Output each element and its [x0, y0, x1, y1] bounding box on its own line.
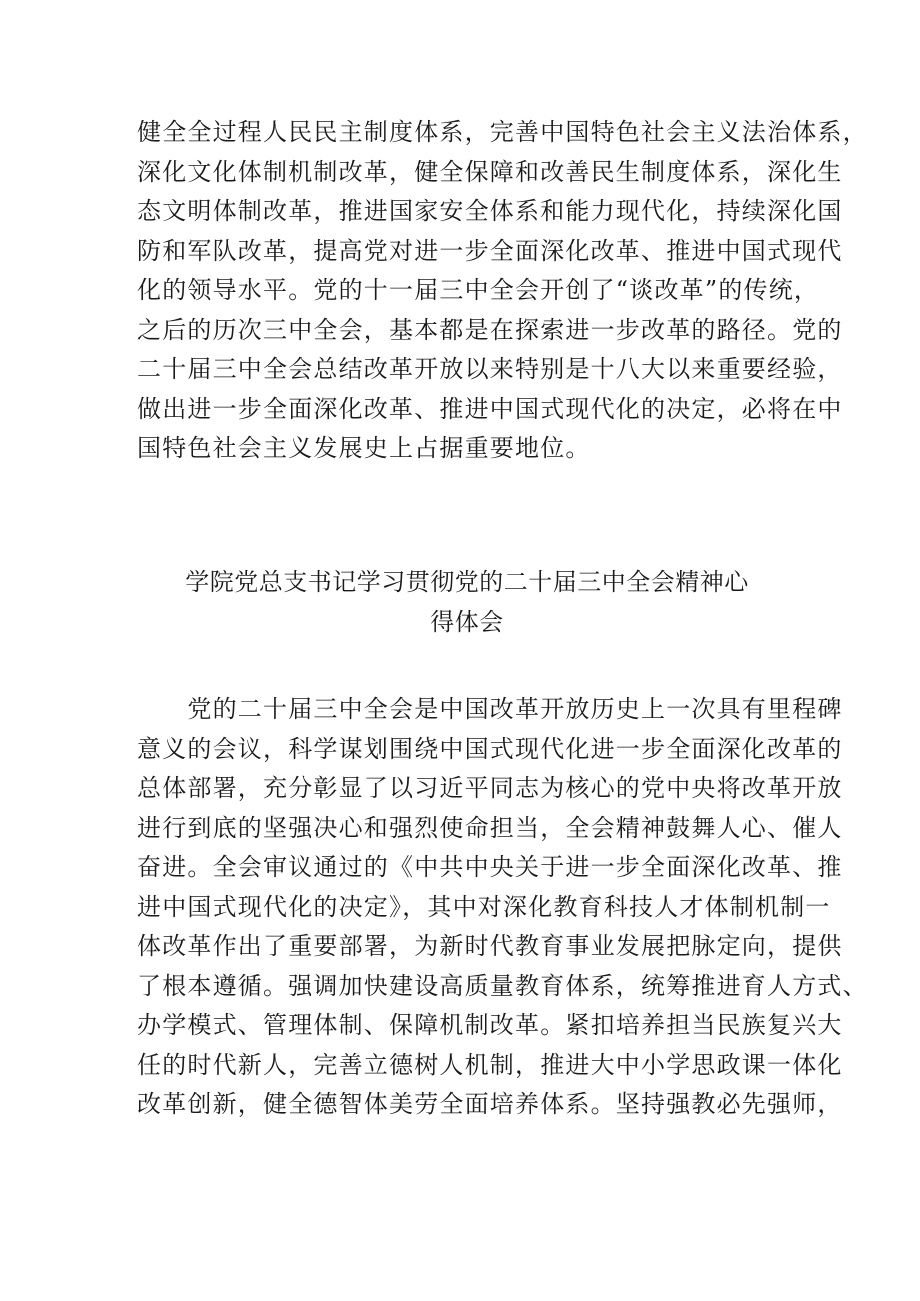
paragraph-line: 改革创新，健全德智体美劳全面培养体系。坚持强教必先强师， [137, 1090, 843, 1118]
paragraph-line: 做出进一步全面深化改革、推进中国式现代化的决定，必将在中 [137, 394, 843, 423]
paragraph-line: 健全全过程人民民主制度体系，完善中国特色社会主义法治体系， [137, 118, 868, 146]
paragraph-line: 态文明体制改革，推进国家安全体系和能力现代化，持续深化国 [137, 197, 843, 225]
paragraph-line: 办学模式、管理体制、保障机制改革。紧扣培养担当民族复兴大 [137, 1011, 843, 1039]
paragraph-line: 进行到底的坚强决心和强烈使命担当，全会精神鼓舞人心、催人 [137, 813, 843, 842]
body-paragraph [137, 690, 868, 1125]
article-title-line-1: 学院党总支书记学习贯彻党的二十届三中全会精神心 [185, 568, 749, 596]
paragraph-line: 总体部署，充分彰显了以习近平同志为核心的党中央将改革开放 [137, 774, 843, 802]
continuation-paragraph [137, 113, 868, 469]
paragraph-line: 深化文化体制机制改革，健全保障和改善民生制度体系，深化生 [137, 157, 843, 186]
paragraph-line: 了根本遵循。强调加快建设高质量教育体系，统筹推进育人方式、 [137, 971, 868, 1000]
article-title-line-2: 得体会 [430, 608, 504, 636]
paragraph-line: 体改革作出了重要部署，为新时代教育事业发展把脉定向，提供 [137, 932, 843, 960]
paragraph-line: 防和军队改革，提高党对进一步全面深化改革、推进中国式现代 [137, 236, 843, 265]
paragraph-line: 二十届三中全会总结改革开放以来特别是十八大以来重要经验， [137, 355, 843, 383]
paragraph-line: 进中国式现代化的决定》，其中对深化教育科技人才体制机制一 [137, 892, 831, 921]
paragraph-line: 意义的会议，科学谋划围绕中国式现代化进一步全面深化改革的 [137, 734, 843, 763]
paragraph-line: 党的二十届三中全会是中国改革开放历史上一次具有里程碑 [137, 695, 843, 723]
paragraph-line: 奋进。全会审议通过的《中共中央关于进一步全面深化改革、推 [137, 853, 843, 881]
paragraph-line: 之后的历次三中全会，基本都是在探索进一步改革的路径。党的 [137, 315, 843, 344]
article-title [137, 562, 797, 642]
paragraph-line: 化的领导水平。党的十一届三中全会开创了“谈改革”的传统， [137, 276, 820, 304]
paragraph-line: 任的时代新人，完善立德树人机制，推进大中小学思政课一体化 [137, 1050, 843, 1079]
paragraph-line: 国特色社会主义发展史上占据重要地位。 [137, 434, 591, 462]
